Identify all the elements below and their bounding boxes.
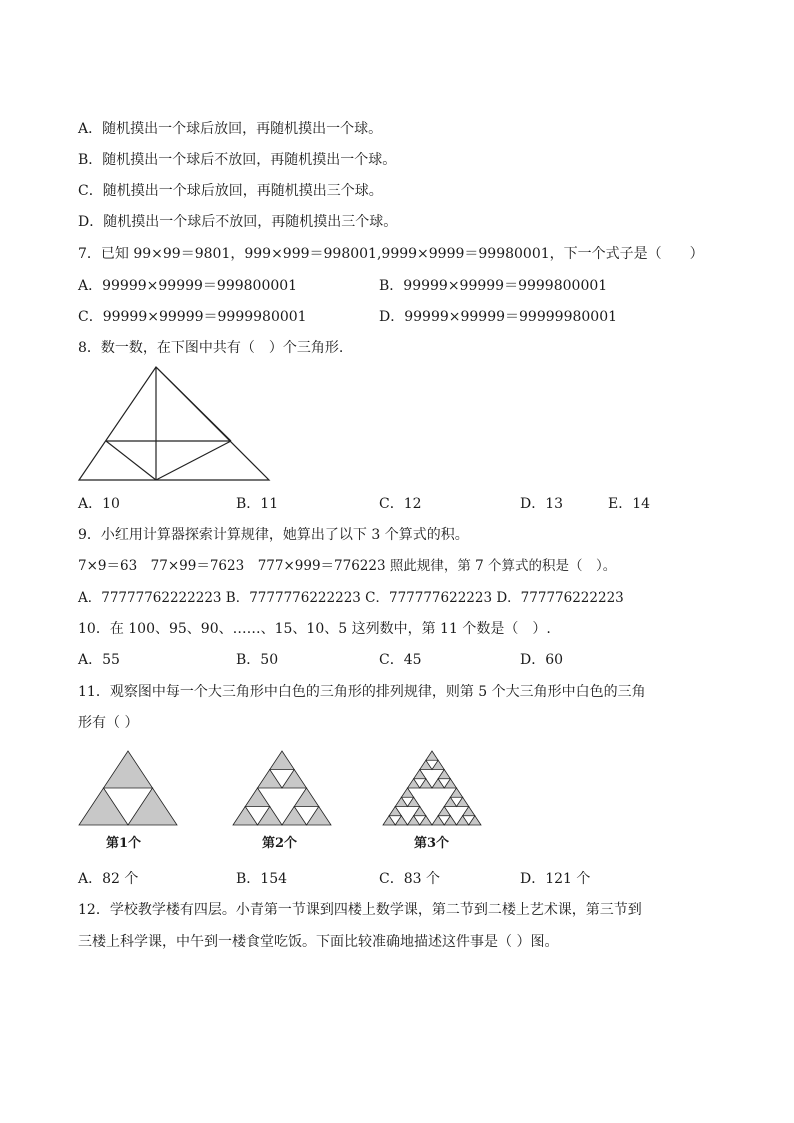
q6-option-a: A．随机摸出一个球后放回，再随机摸出一个球。 (78, 121, 383, 137)
fig1-caption: 第1个 (106, 836, 142, 851)
q8-option-b: B．11 (236, 496, 279, 512)
q7-option-d: D．99999×99999＝99999980001 (379, 309, 618, 325)
q9-examples: 7×9＝63 77×99＝7623 777×999＝776223 照此规律，第 7 个算式的积是（ ）。 (78, 558, 617, 574)
q11-option-b: B．154 (236, 871, 288, 887)
q8-stem: 8．数一数，在下图中共有（ ）个三角形. (78, 340, 344, 356)
q8-option-c: C．12 (379, 496, 422, 512)
q8-inner-right-diag (156, 441, 231, 480)
q8-option-a: A．10 (78, 496, 120, 512)
q8-triangle-figure (76, 365, 272, 483)
q11-option-c: C．83 个 (379, 871, 440, 887)
q10-option-b: B．50 (236, 652, 279, 668)
fig2-caption: 第2个 (262, 836, 298, 851)
q11-stem-line1: 11．观察图中每一个大三角形中白色的三角形的排列规律，则第 5 个大三角形中白色的三角 (78, 684, 646, 700)
q11-option-d: D．121 个 (520, 871, 591, 887)
q10-stem: 10．在 100、95、90、……、15、10、5 这列数中，第 11 个数是（ ）. (78, 621, 551, 637)
q12-stem-line1: 12．学校教学楼有四层。小青第一节课到四楼上数学课，第二节到二楼上艺术课，第三节到 (78, 902, 642, 918)
q7-option-b: B．99999×99999＝9999800001 (379, 278, 608, 294)
q6-option-d: D．随机摸出一个球后不放回，再随机摸出三个球。 (78, 214, 398, 230)
sierpinski-figure-3 (382, 750, 482, 826)
q6-option-c: C．随机摸出一个球后放回，再随机摸出三个球。 (78, 183, 383, 199)
q6-option-b: B．随机摸出一个球后不放回，再随机摸出一个球。 (78, 152, 397, 168)
q10-option-c: C．45 (379, 652, 422, 668)
q9-stem: 9．小红用计算器探索计算规律，她算出了以下 3 个算式的积。 (78, 527, 469, 543)
q7-stem: 7．已知 99×99＝9801，999×999＝998001,9999×9999＝99980001，下一个式子是（ ） (78, 246, 704, 262)
q7-option-a: A．99999×99999＝999800001 (78, 278, 298, 294)
q8-option-d: D．13 (520, 496, 564, 512)
fig3-caption: 第3个 (414, 836, 450, 851)
q8-inner-left-diag (106, 441, 156, 480)
q10-option-a: A．55 (78, 652, 120, 668)
sierpinski-figure-1 (78, 750, 178, 826)
q11-stem-line2: 形有（ ） (78, 715, 139, 731)
q8-option-e: E．14 (608, 496, 651, 512)
q12-stem-line2: 三楼上科学课，中午到一楼食堂吃饭。下面比较准确地描述这件事是（ ）图。 (78, 934, 559, 950)
q11-option-a: A．82 个 (78, 871, 139, 887)
sierpinski-figure-2 (232, 750, 332, 826)
q10-option-d: D．60 (520, 652, 564, 668)
q8-inner-right-slant (156, 367, 231, 441)
q7-option-c: C．99999×99999＝9999980001 (78, 309, 307, 325)
q9-options: A．77777762222223 B．7777776222223 C．777777622223 D．777776222223 (78, 590, 624, 606)
